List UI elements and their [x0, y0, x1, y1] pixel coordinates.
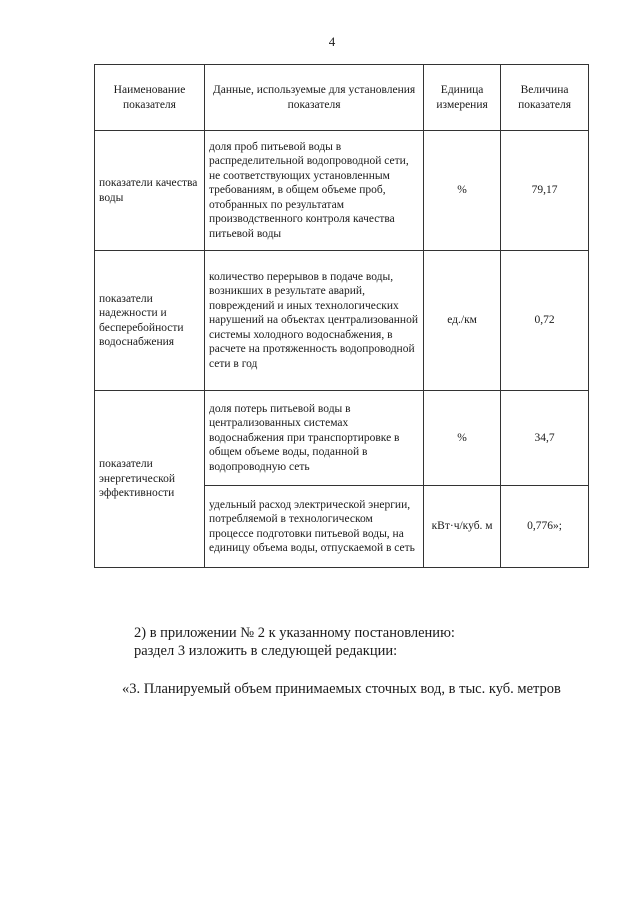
cell-unit: кВт·ч/куб. м	[424, 486, 501, 568]
indicators-table	[94, 64, 589, 568]
cell-name: показатели энергетической эффективности	[95, 391, 205, 568]
table-row	[95, 391, 589, 486]
paragraph-appendix: 2) в приложении № 2 к указанному постановлению:	[134, 625, 455, 641]
cell-data: доля проб питьевой воды в распределительной водопроводной сети, не соответствующих установленным требованиям, в общем объеме проб, отобранных по результатам производственного контроля качества питьевой воды	[205, 131, 424, 251]
cell-data: удельный расход электрической энергии, потребляемой в технологическом процессе подготовки питьевой воды, на единицу объема воды, отпускаемой в сеть	[205, 486, 424, 568]
cell-data: количество перерывов в подаче воды, возникших в результате аварий, повреждений и иных технологических нарушений на объектах централизованной системы холодного водоснабжения, в расчете на протяженность водопроводной сети в год	[205, 251, 424, 391]
table-row	[95, 131, 589, 251]
paragraph-section: раздел 3 изложить в следующей редакции:	[134, 643, 398, 659]
cell-name: показатели качества воды	[95, 131, 205, 251]
cell-unit: %	[424, 391, 501, 486]
cell-data: доля потерь питьевой воды в централизованных системах водоснабжения при транспортировке в общем объеме воды, поданной в водопроводную сеть	[205, 391, 424, 486]
page-number: 4	[328, 34, 336, 49]
cell-value: 0,776»;	[501, 486, 589, 568]
header-data: Данные, используемые для установления показателя	[205, 65, 424, 131]
cell-value: 34,7	[501, 391, 589, 486]
cell-unit: ед./км	[424, 251, 501, 391]
cell-value: 79,17	[501, 131, 589, 251]
table-header-row	[95, 65, 589, 131]
header-value: Величина показателя	[501, 65, 589, 131]
cell-value: 0,72	[501, 251, 589, 391]
paragraph-heading: «3. Планируемый объем принимаемых сточных вод, в тыс. куб. метров	[122, 681, 561, 697]
cell-unit: %	[424, 131, 501, 251]
header-unit: Единица измерения	[424, 65, 501, 131]
table-row	[95, 251, 589, 391]
header-name: Наименование показателя	[95, 65, 205, 131]
cell-name: показатели надежности и бесперебойности водоснабжения	[95, 251, 205, 391]
